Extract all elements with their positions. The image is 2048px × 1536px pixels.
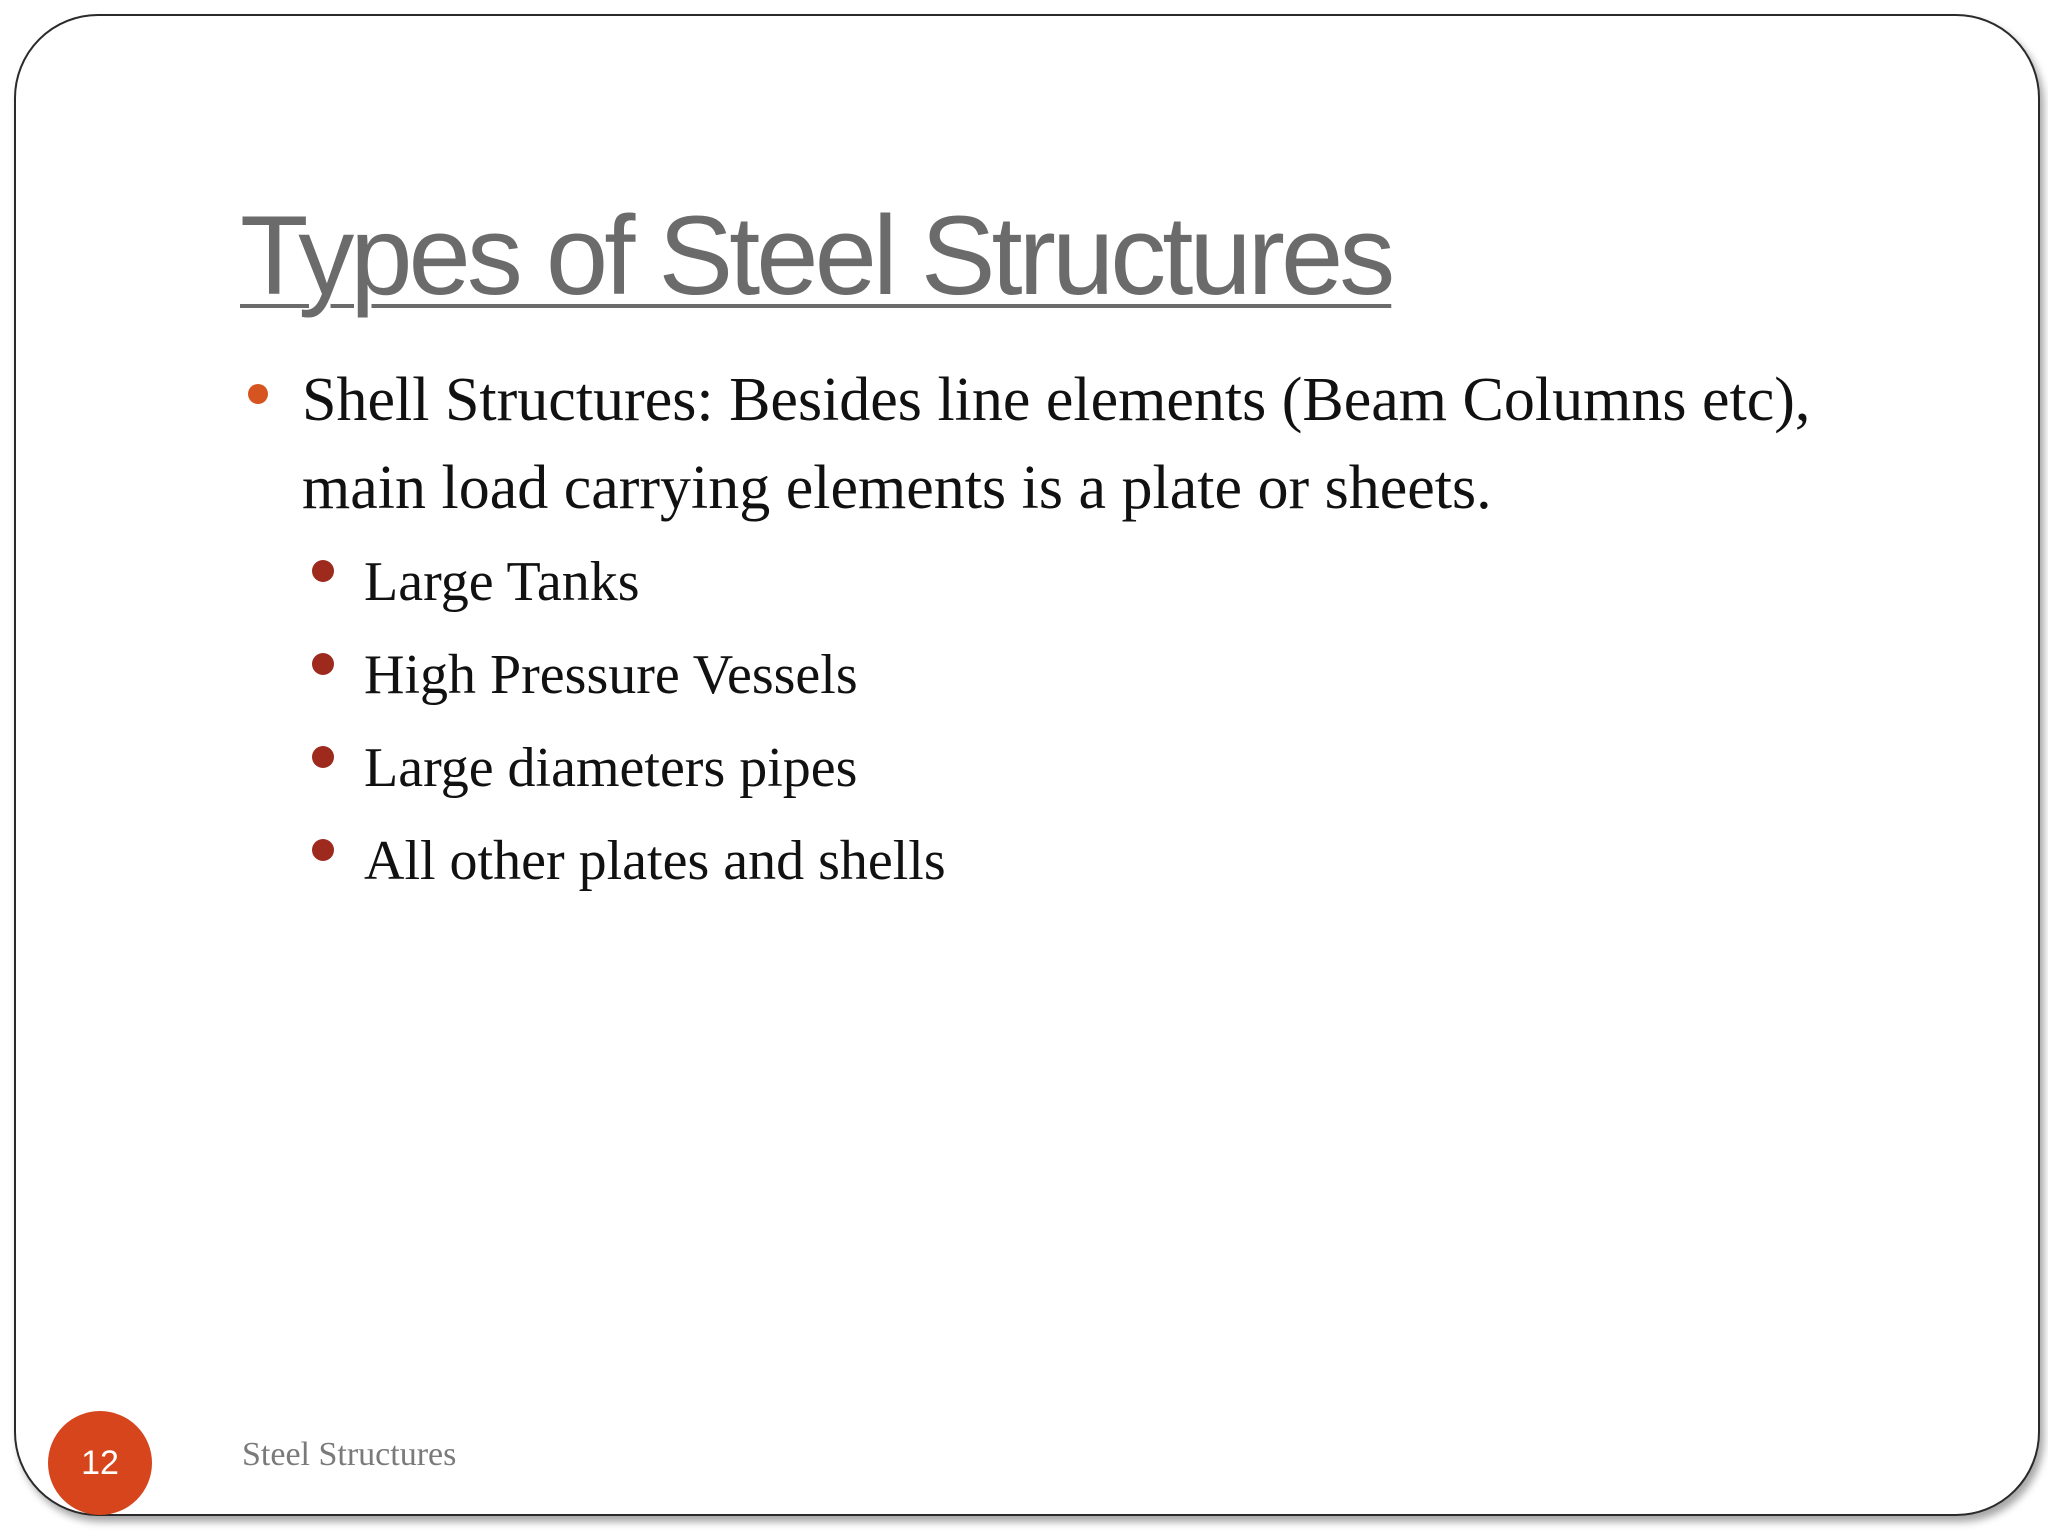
page-number-badge: 12	[48, 1411, 152, 1515]
sub-bullet-high-pressure-vessels	[362, 629, 1940, 722]
bullet-dot-icon	[248, 384, 268, 404]
footer-text: Steel Structures	[242, 1436, 457, 1473]
sub-bullet-text: High Pressure Vessels	[364, 644, 858, 706]
sub-bullet-text: All other plates and shells	[364, 830, 946, 892]
sub-bullet-text: Large diameters pipes	[364, 737, 858, 799]
sub-bullet-dot-icon	[312, 746, 334, 768]
bullet-shell-structures	[240, 356, 1940, 532]
bullet-text: Shell Structures: Besides line elements (Beam Columns etc), main load carrying elements is a plate or sheets.	[302, 366, 1811, 522]
sub-bullet-dot-icon	[312, 560, 334, 582]
sub-bullet-list	[240, 536, 1940, 908]
sub-bullet-plates-and-shells	[362, 815, 1940, 908]
slide-frame	[14, 14, 2040, 1516]
sub-bullet-dot-icon	[312, 653, 334, 675]
slide-content	[240, 356, 1940, 908]
sub-bullet-large-diameter-pipes	[362, 722, 1940, 815]
sub-bullet-text: Large Tanks	[364, 551, 640, 613]
sub-bullet-dot-icon	[312, 839, 334, 861]
sub-bullet-large-tanks	[362, 536, 1940, 629]
slide-title: Types of Steel Structures	[240, 193, 1392, 318]
